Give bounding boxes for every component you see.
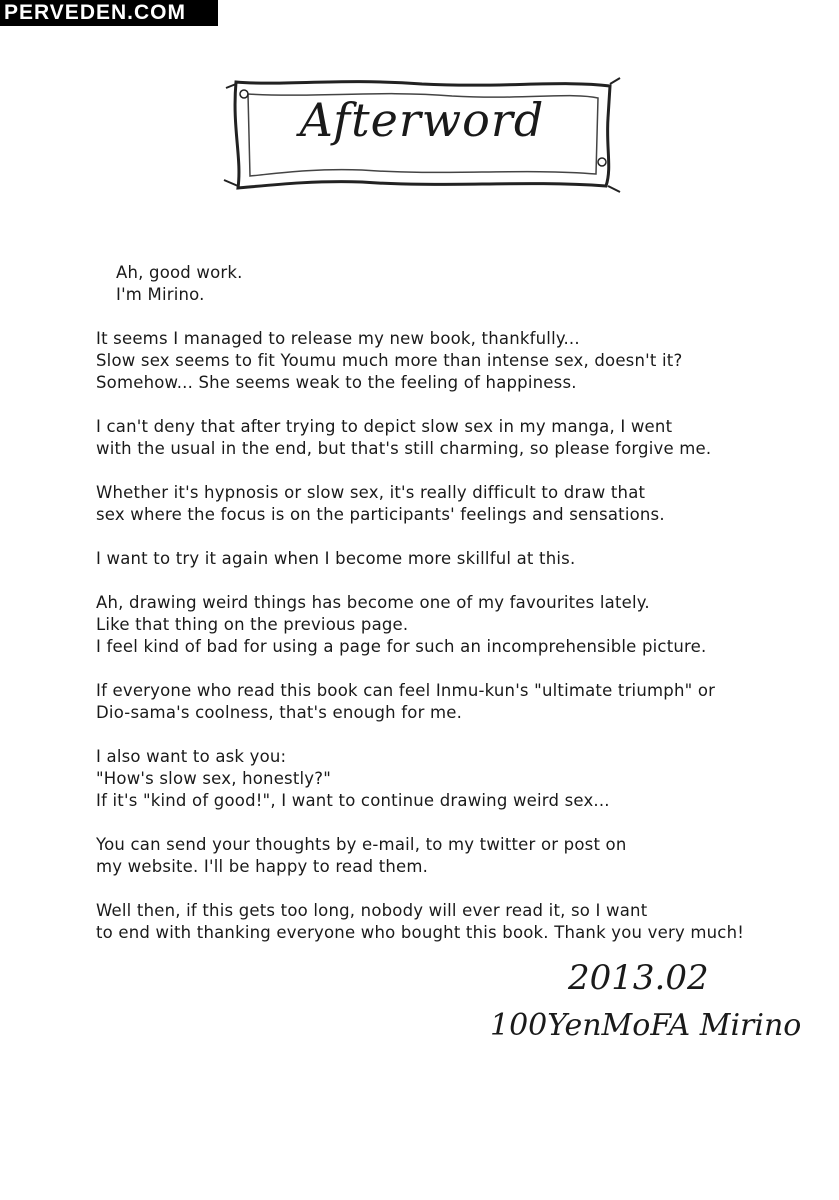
paragraph (96, 834, 816, 878)
date-text: 2013.02 (568, 958, 709, 998)
text-line: Slow sex seems to fit Youmu much more than intense sex, doesn't it? (96, 351, 683, 370)
text-line: I feel kind of bad for using a page for such an incomprehensible picture. (96, 637, 707, 656)
text-line: I also want to ask you: (96, 747, 287, 766)
text-line: It seems I managed to release my new book, thankfully... (96, 329, 580, 348)
text-line: my website. I'll be happy to read them. (96, 857, 429, 876)
text-line: You can send your thoughts by e-mail, to my twitter or post on (96, 835, 627, 854)
text-line: Whether it's hypnosis or slow sex, it's really difficult to draw that (96, 483, 646, 502)
paragraph (96, 592, 816, 658)
paragraph (96, 262, 816, 306)
paragraph (96, 680, 816, 724)
text-line: to end with thanking everyone who bought this book. Thank you very much! (96, 923, 745, 942)
text-line: Like that thing on the previous page. (96, 615, 409, 634)
afterword-body (96, 262, 816, 966)
text-line: sex where the focus is on the participants' feelings and sensations. (96, 505, 665, 524)
text-line: I want to try it again when I become more skillful at this. (96, 549, 576, 568)
text-line: "How's slow sex, honestly?" (96, 769, 332, 788)
text-line: I can't deny that after trying to depict slow sex in my manga, I went (96, 417, 673, 436)
text-line: If everyone who read this book can feel Inmu-kun's "ultimate triumph" or (96, 681, 716, 700)
text-line: with the usual in the end, but that's still charming, so please forgive me. (96, 439, 712, 458)
text-line: Ah, good work. (116, 263, 243, 282)
text-line: Ah, drawing weird things has become one of my favourites lately. (96, 593, 650, 612)
text-line: Dio-sama's coolness, that's enough for me. (96, 703, 463, 722)
paragraph (96, 746, 816, 812)
watermark-logo: PERVEDEN.COM (0, 0, 218, 26)
paragraph (96, 482, 816, 526)
text-line: Well then, if this gets too long, nobody will ever read it, so I want (96, 901, 648, 920)
author-signature: 100YenMoFA Mirino (490, 1008, 802, 1043)
text-line: I'm Mirino. (116, 285, 205, 304)
text-line: Somehow... She seems weak to the feeling of happiness. (96, 373, 577, 392)
page-title: Afterword (299, 93, 545, 147)
paragraph (96, 548, 816, 570)
paragraph (96, 900, 816, 944)
paragraph (96, 416, 816, 460)
paragraph (96, 328, 816, 394)
text-line: If it's "kind of good!", I want to continue drawing weird sex... (96, 791, 610, 810)
afterword-sign (222, 68, 622, 198)
